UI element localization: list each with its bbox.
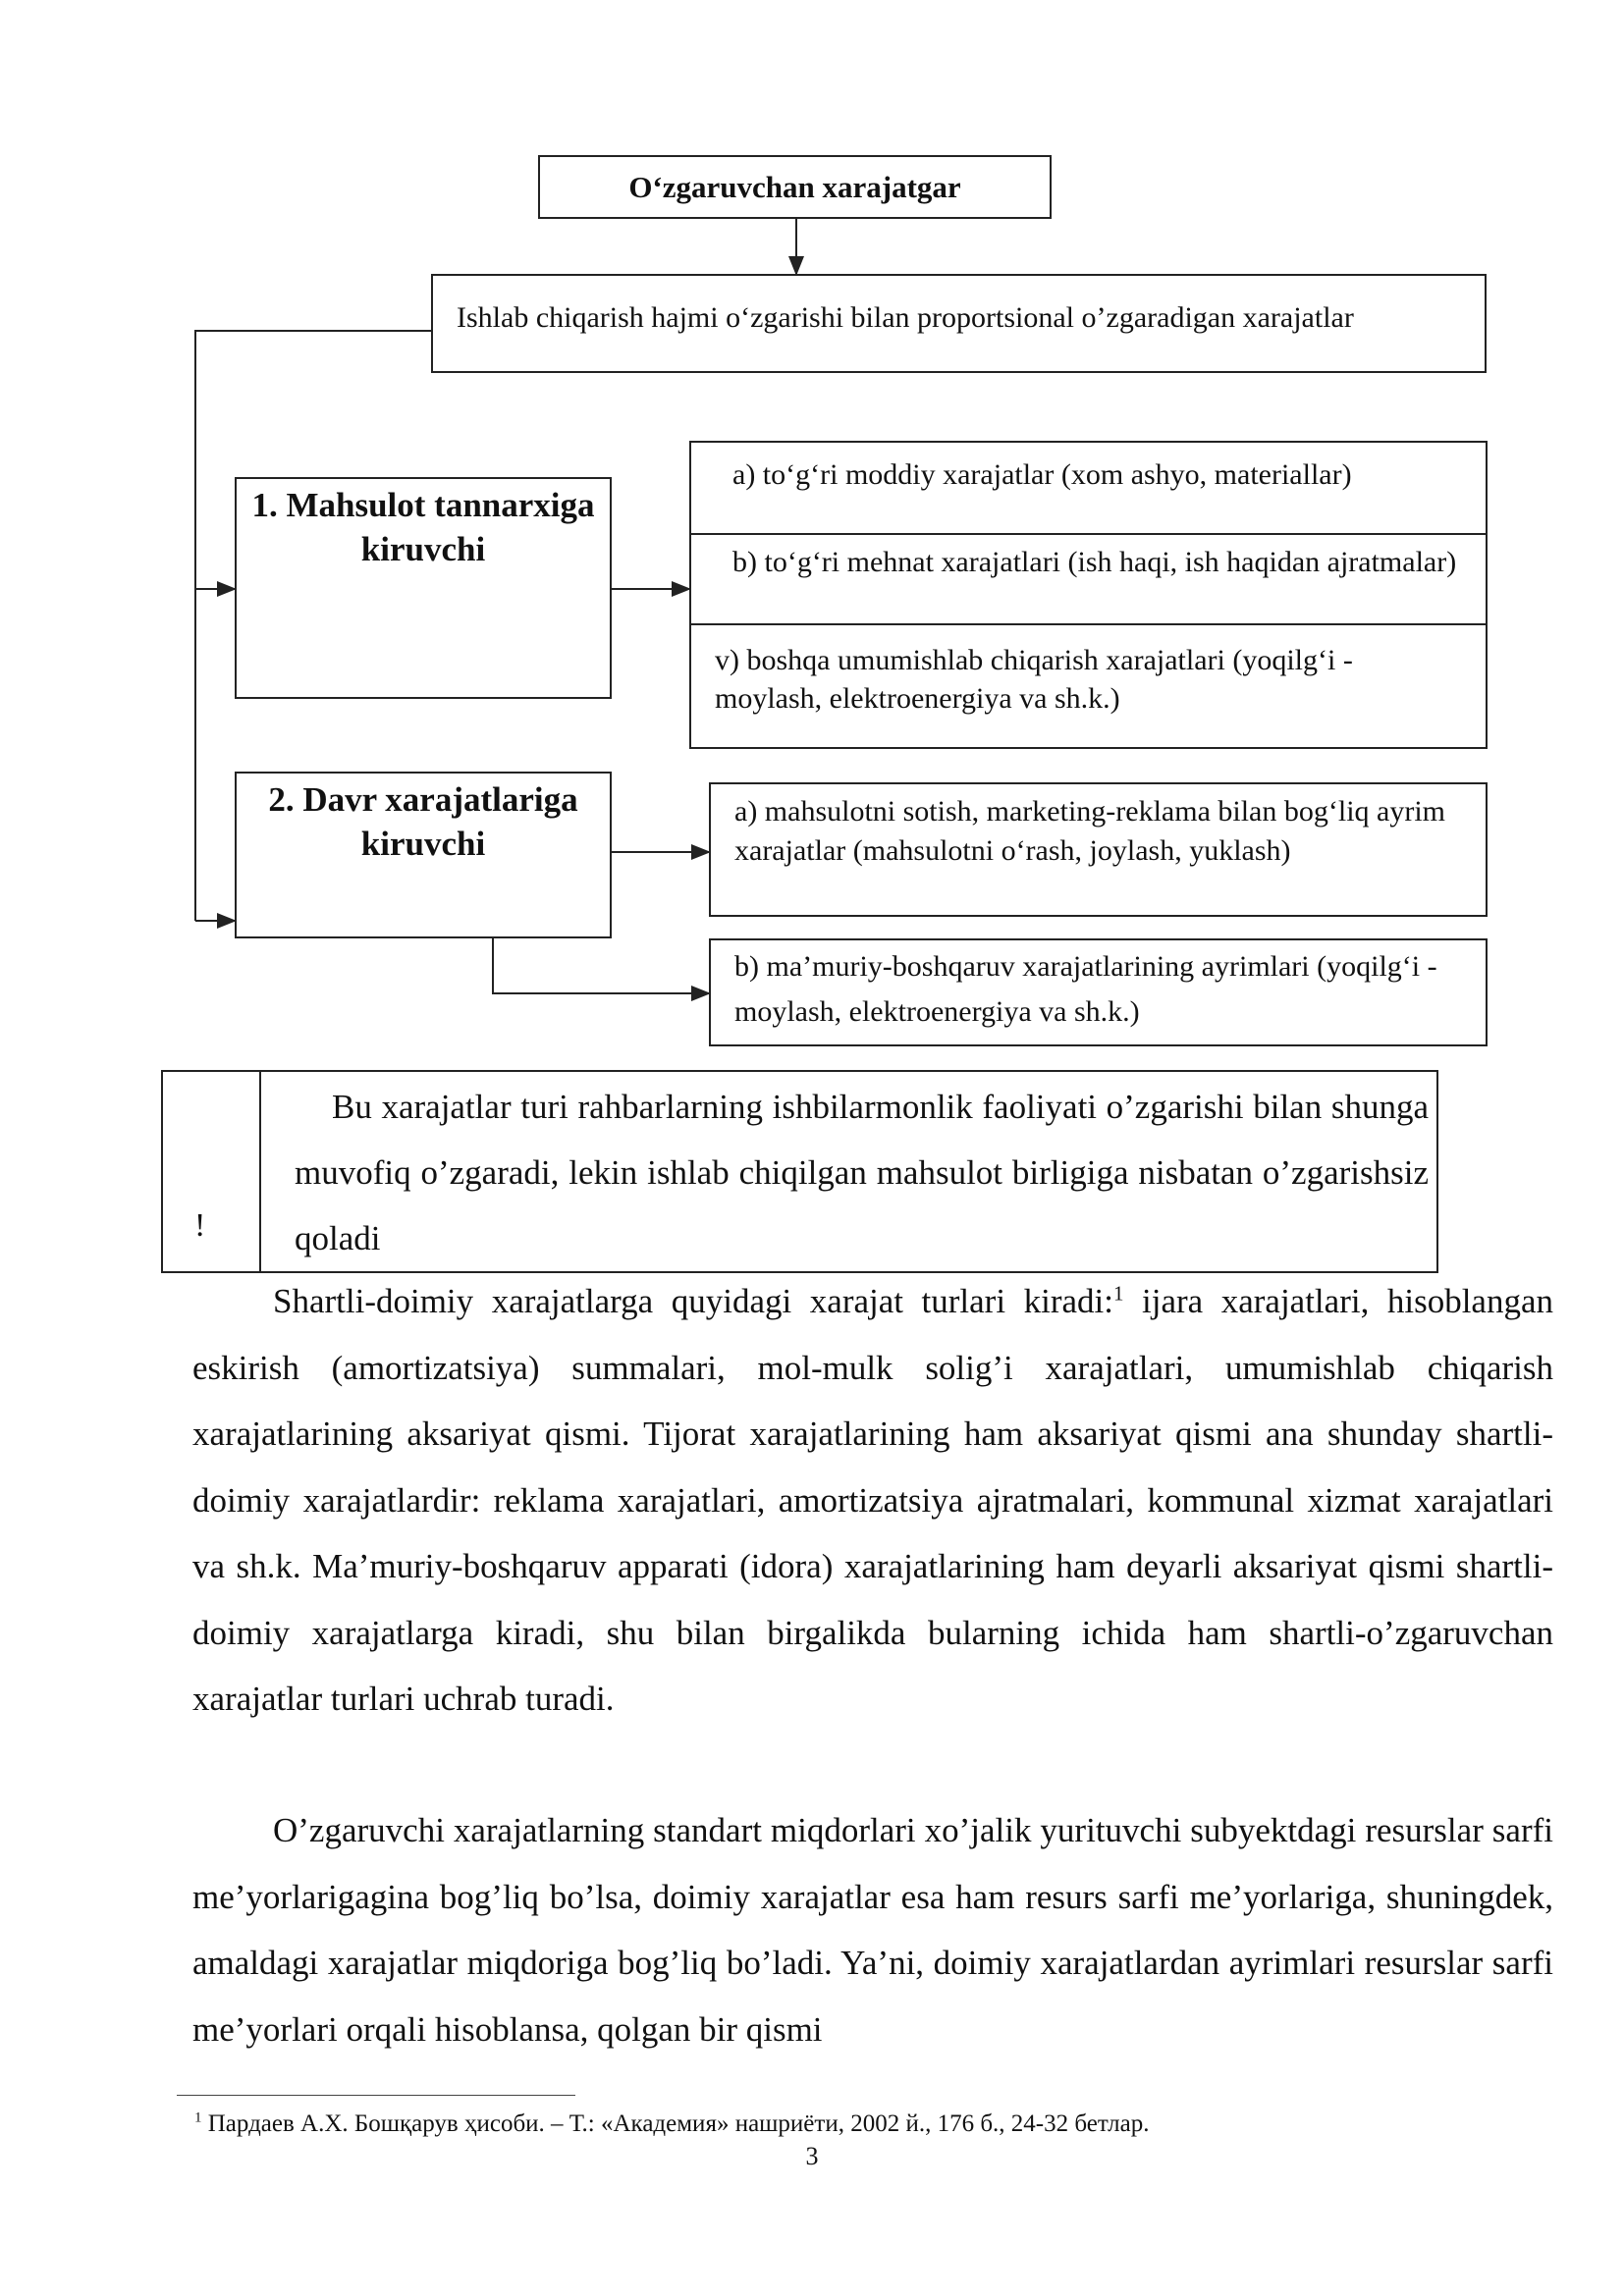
category2-item-a: a) mahsulotni sotish, marketing-reklama bilan bog‘liq ayrim xarajatlar (mahsulotni o‘rash, joylash, yuklash)	[709, 782, 1488, 917]
note-box	[161, 1070, 1438, 1273]
paragraph-2: O’zgaruvchi xarajatlarning standart miqdorlari xo’jalik yurituvchi subyektdagi resurslar sarfi me’yorlarigagina bog’liq bo’lsa, doimiy xarajatlar esa ham resurs sarfi me’yorlariga, shuningdek, amaldagi xarajatlar miqdoriga bog’liq bo’ladi. Ya’ni, doimiy xarajatlardan ayrimlari resurslar sarfi me’yorlari orqali hisoblansa, qolgan bir qismi	[192, 1811, 1553, 2049]
note-text: Bu xarajatlar turi rahbarlarning ishbilarmonlik faoliyati o’zgarishi bilan shunga muvofiq o’zgaradi, lekin ishlab chiqilgan mahsulot birligiga nisbatan o’zgarishsiz qoladi	[295, 1088, 1429, 1257]
footnote-reference[interactable]: 1	[1112, 1281, 1124, 1306]
page-number: 3	[805, 2142, 819, 2170]
category1-label: 1. Mahsulot tannarxiga kiruvchi	[251, 486, 595, 568]
arrow-category2-to-item-b	[493, 938, 709, 993]
diagram-title-box	[538, 155, 1052, 219]
category1-item-a: a) to‘g‘ri moddiy xarajatlar (xom ashyo, materiallar)	[691, 443, 1486, 535]
paragraph-1-start: Shartli-doimiy xarajatlarga quyidagi xarajat turlari kiradi:	[273, 1282, 1113, 1320]
category2-item-b: b) ma’muriy-boshqaruv xarajatlarining ayrimlari (yoqilg‘i - moylash, elektroenergiya va sh.k.)	[709, 938, 1488, 1046]
footnote	[194, 2109, 1149, 2140]
note-divider	[259, 1072, 261, 1271]
paragraph-1	[192, 1268, 1553, 1733]
category2-box	[235, 772, 612, 938]
category1-item-v: v) boshqa umumishlab chiqarish xarajatlari (yoqilg‘i - moylash, elektroenergiya va sh.k.)	[715, 644, 1353, 715]
footnote-divider	[177, 2095, 575, 2096]
definition-box	[431, 274, 1487, 373]
footnote-text: Пардаев А.Х. Бошқарув ҳисоби. – Т.: «Академия» нашриёти, 2002 й., 176 б., 24-32 бетлар.	[207, 2110, 1150, 2137]
footnote-number: 1	[194, 2109, 202, 2126]
diagram-title: O‘zgaruvchan xarajatgar	[628, 169, 961, 204]
category2-label: 2. Davr xarajatlariga kiruvchi	[268, 780, 578, 863]
category1-item-b: b) to‘g‘ri mehnat xarajatlari (ish haqi, ish haqidan ajratmalar)	[691, 535, 1486, 625]
category1-items-group	[689, 441, 1488, 749]
category1-box	[235, 477, 612, 699]
exclamation-icon: !	[194, 1207, 206, 1244]
paragraph-1-rest: ijara xarajatlari, hisoblangan eskirish (amortizatsiya) summalari, mol-mulk solig’i xarajatlari, umumishlab chiqarish xarajatlarining aksariyat qismi. Tijorat xarajatlarining ham aksariyat qismi ana shunday shartli-doimiy xarajatlardir: reklama xarajatlari, amortizatsiya ajratmalari, kommunal xizmat xarajatlari va sh.k. Ma’muriy-boshqaruv apparati (idora) xarajatlarining ham deyarli aksariyat qismi shartli-doimiy xarajatlarga kiradi, shu bilan birgalikda bularning ichida ham shartli-o’zgaruvchan xarajatlar turlari uchrab turadi.	[192, 1282, 1553, 1718]
definition-text: Ishlab chiqarish hajmi o‘zgarishi bilan proportsional o’zgaradigan xarajatlar	[457, 301, 1354, 334]
